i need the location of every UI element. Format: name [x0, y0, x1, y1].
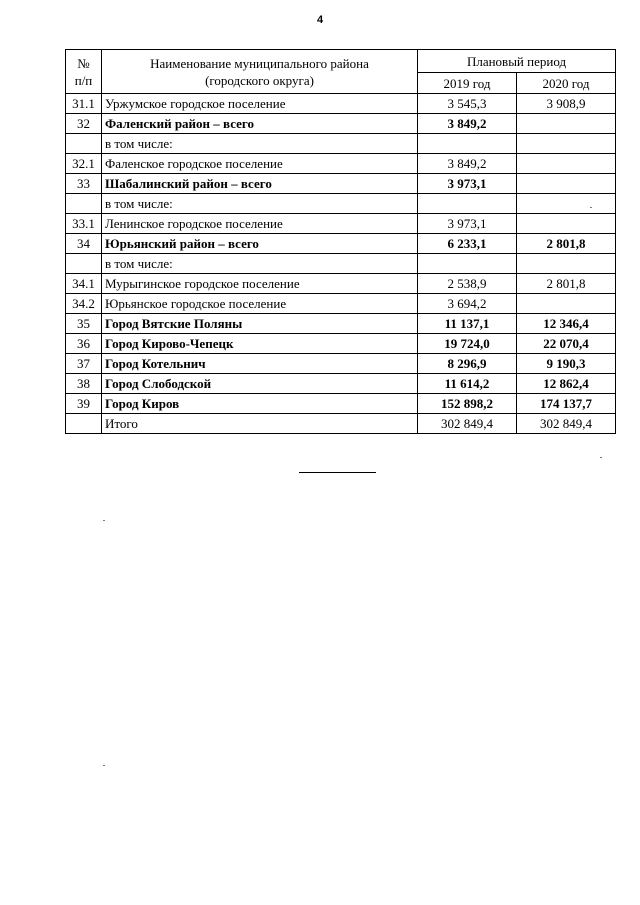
row-number [66, 414, 102, 434]
table-row [66, 354, 616, 374]
row-value-2019: 3 545,3 [418, 94, 517, 114]
row-value-2019: 2 538,9 [418, 274, 517, 294]
row-number: 34.1 [66, 274, 102, 294]
row-value-2019: 152 898,2 [418, 394, 517, 414]
row-value-2020 [517, 174, 616, 194]
header-year-2020: 2020 год [517, 73, 616, 94]
row-value-2020 [517, 214, 616, 234]
row-number: 34.2 [66, 294, 102, 314]
scan-speck [103, 765, 105, 766]
row-value-2020: 2 801,8 [517, 274, 616, 294]
end-rule [299, 472, 376, 473]
row-value-2020 [517, 194, 616, 214]
row-value-2019: 3 849,2 [418, 154, 517, 174]
table-row [66, 154, 616, 174]
table-row [66, 174, 616, 194]
row-name: Фаленский район – всего [102, 114, 418, 134]
table-row [66, 94, 616, 114]
table-row [66, 414, 616, 434]
scan-speck [590, 207, 592, 208]
row-value-2020: 22 070,4 [517, 334, 616, 354]
row-name: Шабалинский район – всего [102, 174, 418, 194]
header-name: Наименование муниципального района (городского округа) [102, 50, 418, 94]
row-value-2019: 6 233,1 [418, 234, 517, 254]
row-name: Юрьянское городское поселение [102, 294, 418, 314]
row-value-2020 [517, 134, 616, 154]
row-number [66, 254, 102, 274]
row-value-2020: 302 849,4 [517, 414, 616, 434]
row-number: 34 [66, 234, 102, 254]
table-row [66, 214, 616, 234]
row-name: Уржумское городское поселение [102, 94, 418, 114]
row-number: 38 [66, 374, 102, 394]
table-row [66, 314, 616, 334]
row-value-2019: 3 973,1 [418, 174, 517, 194]
budget-table [65, 49, 616, 434]
row-value-2020: 9 190,3 [517, 354, 616, 374]
row-value-2019: 3 849,2 [418, 114, 517, 134]
row-number: 32 [66, 114, 102, 134]
row-value-2020: 2 801,8 [517, 234, 616, 254]
row-value-2020: 3 908,9 [517, 94, 616, 114]
row-name: Фаленское городское поселение [102, 154, 418, 174]
row-number: 39 [66, 394, 102, 414]
table-row [66, 194, 616, 214]
row-value-2019: 3 973,1 [418, 214, 517, 234]
row-value-2019 [418, 194, 517, 214]
row-name: Город Киров [102, 394, 418, 414]
row-value-2019: 3 694,2 [418, 294, 517, 314]
row-value-2019: 11 614,2 [418, 374, 517, 394]
table-row [66, 274, 616, 294]
row-value-2019: 302 849,4 [418, 414, 517, 434]
table-row [66, 234, 616, 254]
row-value-2019 [418, 134, 517, 154]
row-name: в том числе: [102, 134, 418, 154]
row-number: 32.1 [66, 154, 102, 174]
row-value-2020 [517, 154, 616, 174]
row-name: Юрьянский район – всего [102, 234, 418, 254]
header-number: № п/п [66, 50, 102, 94]
table-row [66, 374, 616, 394]
row-number: 31.1 [66, 94, 102, 114]
row-number [66, 194, 102, 214]
row-value-2020 [517, 254, 616, 274]
table-row [66, 254, 616, 274]
row-value-2019: 11 137,1 [418, 314, 517, 334]
row-name: Ленинское городское поселение [102, 214, 418, 234]
header-planned-period: Плановый период [418, 50, 616, 73]
table-row [66, 394, 616, 414]
row-name: Город Вятские Поляны [102, 314, 418, 334]
row-name: Город Слободской [102, 374, 418, 394]
header-year-2019: 2019 год [418, 73, 517, 94]
table-row [66, 134, 616, 154]
scan-speck [600, 457, 602, 458]
table-header [66, 50, 616, 94]
row-name: в том числе: [102, 194, 418, 214]
row-name: Город Кирово-Чепецк [102, 334, 418, 354]
row-value-2019: 19 724,0 [418, 334, 517, 354]
row-value-2019 [418, 254, 517, 274]
table-row [66, 294, 616, 314]
table-row [66, 334, 616, 354]
row-name: в том числе: [102, 254, 418, 274]
page-number: 4 [316, 14, 324, 26]
row-number: 35 [66, 314, 102, 334]
row-name: Мурыгинское городское поселение [102, 274, 418, 294]
table-row [66, 114, 616, 134]
row-number: 33.1 [66, 214, 102, 234]
row-number: 33 [66, 174, 102, 194]
row-number: 37 [66, 354, 102, 374]
row-value-2020: 174 137,7 [517, 394, 616, 414]
row-number [66, 134, 102, 154]
table-body [66, 94, 616, 434]
row-name: Город Котельнич [102, 354, 418, 374]
scan-speck [103, 520, 105, 521]
row-value-2019: 8 296,9 [418, 354, 517, 374]
row-value-2020: 12 346,4 [517, 314, 616, 334]
row-name: Итого [102, 414, 418, 434]
row-number: 36 [66, 334, 102, 354]
row-value-2020 [517, 114, 616, 134]
row-value-2020 [517, 294, 616, 314]
row-value-2020: 12 862,4 [517, 374, 616, 394]
